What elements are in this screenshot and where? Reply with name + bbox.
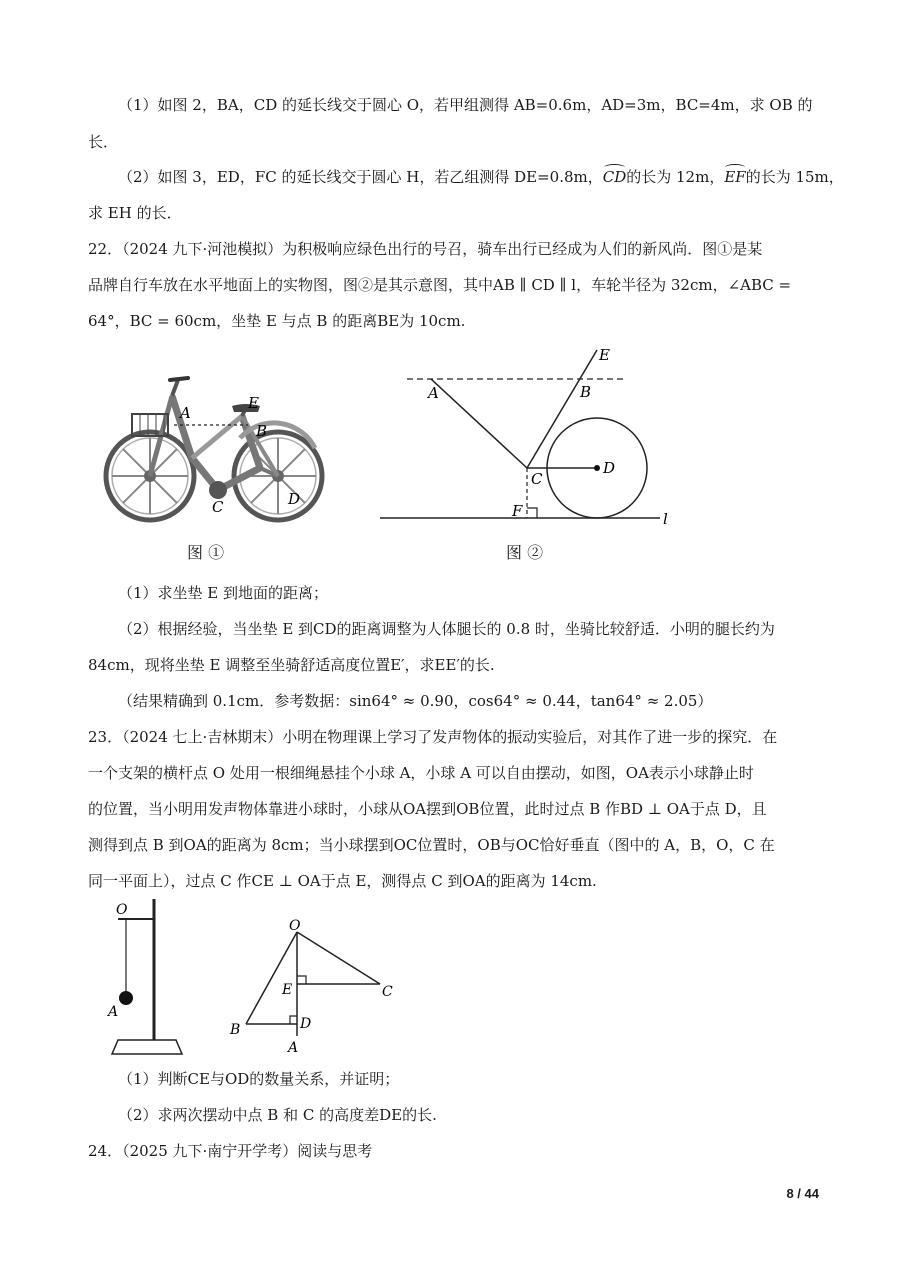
p22-note: （结果精确到 0.1cm．参考数据：sin64° ≈ 0.90，cos64° ≈ 0.44，tan64° ≈ 2.05） bbox=[118, 692, 713, 710]
p23-line5: 同一平面上），过点 C 作CE ⊥ OA于点 E，测得点 C 到OA的距离为 14cm. bbox=[88, 872, 597, 890]
tri-label-a: A bbox=[288, 1040, 299, 1056]
p23-q1: （1）判断CE与OD的数量关系，并证明； bbox=[118, 1070, 400, 1088]
p23-q2: （2）求两次摆动中点 B 和 C 的高度差DE的长. bbox=[118, 1106, 437, 1124]
p22-q2-line1: （2）根据经验，当坐垫 E 到CD的距离调整为人体腿长的 0.8 时，坐骑比较舒适．小明的腿长约为 bbox=[118, 620, 775, 638]
schem-label-f: F bbox=[512, 502, 523, 520]
bike-label-e: E bbox=[248, 394, 259, 412]
p23-line4: 测得到点 B 到OA的距离为 8cm；当小球摆到OC位置时，OB与OC恰好垂直（图中的 A，B，O，C 在 bbox=[88, 836, 775, 854]
figure2-caption: 图 ② bbox=[506, 543, 544, 562]
pendulum-label-o: O bbox=[116, 902, 128, 918]
tri-label-b: B bbox=[230, 1022, 241, 1038]
p21-q2-line1 bbox=[118, 166, 844, 187]
bicycle-figure bbox=[100, 368, 340, 528]
p21-q2-pre: （2）如图 3，ED，FC 的延长线交于圆心 H，若乙组测得 DE=0.8m， bbox=[118, 168, 603, 186]
tri-label-o: O bbox=[289, 918, 301, 934]
arc-ef: EF bbox=[724, 168, 746, 186]
schem-label-l: l bbox=[663, 510, 668, 528]
schem-label-b: B bbox=[580, 383, 592, 401]
p22-line1: 22．（2024 九下·河池模拟）为积极响应绿色出行的号召，骑车出行已经成为人们的新风尚．图①是某 bbox=[88, 240, 763, 258]
p21-q2-line2: 求 EH 的长． bbox=[88, 204, 182, 222]
schem-label-e: E bbox=[599, 346, 610, 364]
schem-label-d: D bbox=[603, 459, 616, 477]
bike-label-d: D bbox=[288, 490, 301, 508]
schematic-figure bbox=[375, 342, 695, 532]
p22-line3: 64°，BC = 60cm，坐垫 E 与点 B 的距离BE为 10cm. bbox=[88, 312, 466, 330]
p24-line1: 24．（2025 九下·南宁开学考）阅读与思考 bbox=[88, 1142, 373, 1160]
bike-label-c: C bbox=[212, 498, 224, 516]
p23-line2: 一个支架的横杆点 O 处用一根细绳悬挂个小球 A，小球 A 可以自由摆动，如图，OA表示小球静止时 bbox=[88, 764, 754, 782]
tri-label-c: C bbox=[382, 984, 393, 1000]
p23-line1: 23．（2024 七上·吉林期末）小明在物理课上学习了发声物体的振动实验后，对其作了进一步的探究．在 bbox=[88, 728, 778, 746]
tri-label-d: D bbox=[300, 1016, 312, 1032]
schem-label-a: A bbox=[428, 384, 439, 402]
p21-q2-mid: 的长为 12m， bbox=[626, 168, 725, 186]
p22-q1: （1）求坐垫 E 到地面的距离； bbox=[118, 584, 329, 602]
figure1-caption: 图 ① bbox=[187, 543, 225, 562]
schem-label-c: C bbox=[531, 470, 543, 488]
triangle-figure bbox=[222, 918, 412, 1058]
tri-label-e: E bbox=[282, 982, 293, 998]
p21-q1-line1: （1）如图 2，BA，CD 的延长线交于圆心 O，若甲组测得 AB=0.6m，AD=3m，BC=4m，求 OB 的 bbox=[118, 96, 813, 114]
pendulum-label-a: A bbox=[108, 1004, 119, 1020]
p23-line3: 的位置，当小明用发声物体靠进小球时，小球从OA摆到OB位置，此时过点 B 作BD ⊥ OA于点 D，且 bbox=[88, 800, 767, 818]
bike-label-a: A bbox=[180, 404, 191, 422]
p22-line2: 品牌自行车放在水平地面上的实物图，图②是其示意图，其中AB ∥ CD ∥ l，车轮半径为 32cm，∠ABC = bbox=[88, 276, 792, 294]
arc-cd: CD bbox=[602, 168, 627, 186]
page-number: 8 / 44 bbox=[786, 1186, 819, 1201]
p22-q2-line2: 84cm，现将坐垫 E 调整至坐骑舒适高度位置E′，求EE′的长. bbox=[88, 656, 495, 674]
p21-q1-line2: 长． bbox=[88, 133, 119, 151]
bike-label-b: B bbox=[256, 422, 268, 440]
p21-q2-post: 的长为 15m， bbox=[745, 168, 844, 186]
pendulum-figure bbox=[100, 894, 190, 1056]
